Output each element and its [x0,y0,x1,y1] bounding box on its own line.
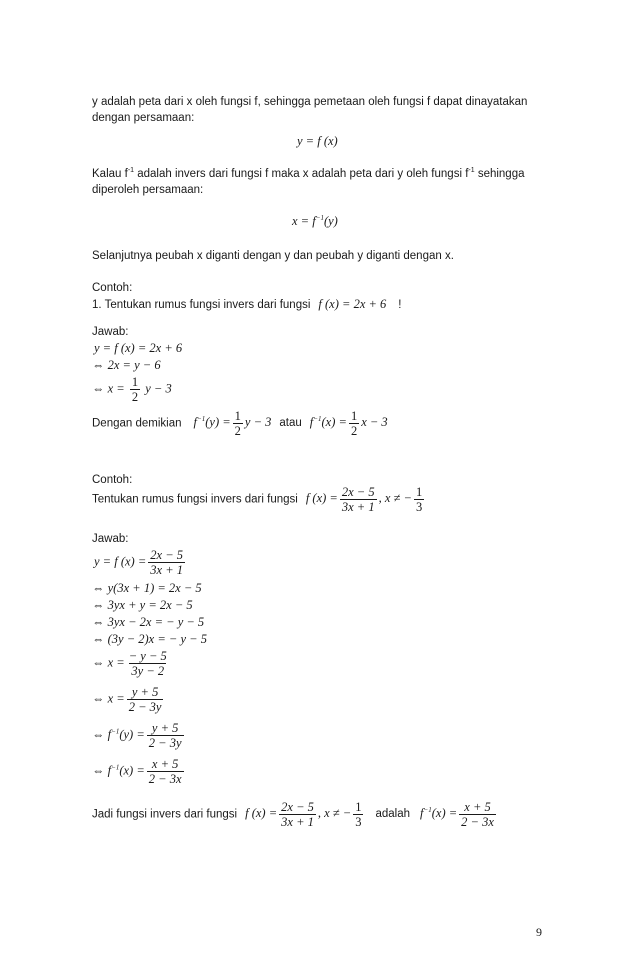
fraction-denominator: 3x + 1 [341,500,375,514]
intro-line-1: y adalah peta dari x oleh fungsi f, sehingga pemetaan oleh fungsi f dapat dinayatakan [92,96,528,108]
q-fraction [340,485,377,514]
step-mid: (y) = [119,727,145,742]
page-number: 9 [536,925,542,939]
q-cond-fraction [414,485,424,514]
example2-question-text: Tentukan rumus fungsi invers dari fungsi [92,493,298,506]
example1-answer-label: Jawab: [92,326,129,338]
final-inv-sup: −1 [423,806,432,815]
example2-step-4: ⇔ 3yx − 2x = − y − 5 [92,615,205,629]
inverse-sup-1: -1 [127,167,135,174]
fraction-denominator: 2 [131,390,139,404]
example1-conclusion-text: Dengan demikian [92,417,182,430]
q-f-of-x: f (x) = [305,491,338,506]
inverse-line-1-c: sehingga [474,168,525,180]
fraction-denominator: 3 [415,500,423,514]
inverse-line-1-a: Kalau f [92,168,128,180]
finv-sup: −1 [111,763,120,772]
fraction-denominator: 3 [355,815,362,829]
fraction-denominator: 2 − 3x [461,815,494,829]
example2-step-1 [94,548,187,577]
fraction-numerator: y + 5 [131,685,159,699]
fraction-numerator: 2x − 5 [341,485,375,499]
final-f-fraction [279,800,316,829]
finv-of-x: (x) = [321,415,347,430]
fraction-numerator: − y − 5 [128,649,167,663]
example1-or: atau [279,417,302,430]
fraction-denominator: 2 [350,424,358,438]
final-inv-mid: (x) = [431,806,458,821]
eq-inv-sup: −1 [315,214,324,222]
fraction-numerator: 1 [234,409,241,423]
step-fraction [127,685,164,714]
step-fraction [147,757,184,786]
example1-half-fraction [130,375,140,404]
example2-step-3: ⇔ 3yx + y = 2x − 5 [92,598,193,612]
final-conclusion [92,800,498,829]
step-fraction [147,721,184,750]
fraction-numerator: 1 [415,485,423,499]
fraction-numerator: 2x − 5 [281,800,314,814]
finv-f: f [193,415,197,430]
eq-of-y: (y) [323,214,338,228]
example2-heading: Contoh: [92,474,133,486]
final-inverse [420,800,498,829]
intro-line-2: dengan persamaan: [92,112,195,124]
fraction-numerator: y + 5 [151,721,179,735]
fraction-denominator: 2 − 3y [128,700,162,714]
fraction-numerator: x + 5 [464,800,491,814]
fraction-denominator: 2 − 3y [148,736,182,750]
final-text: Jadi fungsi invers dari fungsi [92,808,238,821]
finv-half-fraction [349,409,359,438]
final-f-prefix: f (x) = [245,806,278,821]
example2-step-6 [92,649,171,678]
example1-question-text: 1. Tentukan rumus fungsi invers dari fungsi [92,299,311,311]
final-inv-f: f [420,806,424,821]
step-mid: (x) = [119,763,145,778]
finv-sup: −1 [111,727,120,736]
fraction-numerator: 1 [350,409,358,423]
finv-f: f [309,415,314,430]
inverse-line-1-b: adalah invers dari fungsi f maka x adalah peta dari y oleh fungsi f [134,168,469,180]
final-condition: , x ≠ − [317,806,352,821]
equation-y-f-x: y = f (x) [297,134,338,148]
fraction-numerator: x + 5 [151,757,179,771]
example2-question-eq [305,485,426,514]
inverse-line-2: diperoleh persamaan: [92,184,204,196]
example1-finv-y [193,409,272,438]
step-prefix: y = f (x) = [94,554,147,569]
finv-sup: −1 [197,415,206,424]
fraction-denominator: 3x + 1 [150,563,183,577]
equation-x-finv-y [292,214,338,229]
step-prefix: ⇔ f [92,727,112,742]
step-fraction [127,649,169,678]
fraction-numerator: 2x − 5 [150,548,183,562]
example1-conclusion [92,409,388,438]
example2-step-5: ⇔ (3y − 2)x = − y − 5 [92,632,207,646]
fraction-denominator: 3y − 2 [131,664,165,678]
example1-step-1: y = f (x) = 2x + 6 [94,341,183,355]
finv-of-y: (y) = [205,415,231,430]
example1-question-end: ! [398,299,402,311]
finv-sup: −1 [313,415,322,424]
example2-step-9 [92,757,186,786]
fraction-numerator: 1 [131,375,139,389]
example2-step-8 [92,721,186,750]
step-prefix: ⇔ x = [92,691,125,706]
example2-answer-label: Jawab: [92,533,129,545]
fraction-numerator: 1 [355,800,362,814]
finv-x-tail: x − 3 [361,415,388,430]
example2-step-7 [92,685,165,714]
final-f-of-x [245,800,365,829]
example1-step-3 [92,375,172,404]
example1-step-3-pre: ⇔ x = [92,381,125,396]
final-cond-fraction [353,800,363,829]
q-condition: , x ≠ − [378,491,412,506]
final-inv-fraction [459,800,496,829]
fraction-denominator: 2 − 3x [148,772,182,786]
fraction-denominator: 2 [234,424,241,438]
inverse-line-1 [92,167,525,180]
example1-question-eq: f (x) = 2x + 6 [318,297,387,311]
example1-question [92,295,402,313]
finv-y-tail: y − 3 [244,415,272,430]
example1-step-3-post: y − 3 [145,381,172,396]
example1-step-2: ⇔ 2x = y − 6 [92,358,161,372]
finv-half-fraction [233,409,243,438]
step-prefix: ⇔ x = [92,655,125,670]
fraction-denominator: 3x + 1 [281,815,314,829]
step-fraction [148,548,185,577]
final-adalah: adalah [375,808,411,821]
eq-x-f: x = f [292,214,316,228]
example2-step-2: ⇔ y(3x + 1) = 2x − 5 [92,581,202,595]
swap-sentence: Selanjutnya peubah x diganti dengan y dan peubah y diganti dengan x. [92,250,454,262]
example1-finv-x [309,409,388,438]
step-prefix: ⇔ f [92,763,112,778]
inverse-sup-2: -1 [468,167,475,174]
example1-heading: Contoh: [92,282,133,294]
example2-question [92,485,426,514]
